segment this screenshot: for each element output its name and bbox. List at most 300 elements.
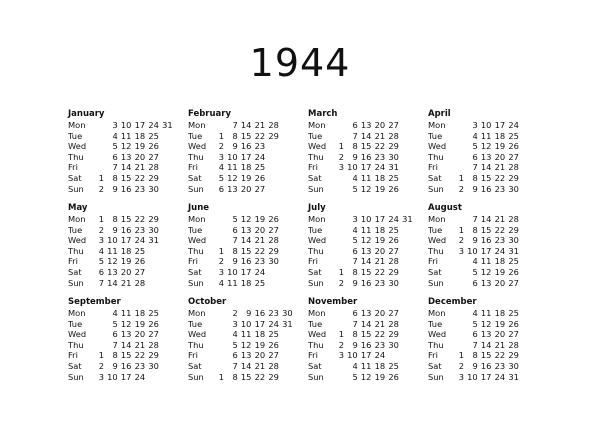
day-number: 21 — [254, 120, 266, 130]
day-number: 26 — [508, 266, 519, 277]
day-number: 26 — [388, 371, 399, 382]
weekday-label: Thu — [308, 151, 324, 162]
day-number: 11 — [360, 224, 372, 235]
day-number: 16 — [240, 141, 252, 152]
day-number: 12 — [480, 318, 492, 329]
day-number: 28 — [388, 130, 399, 141]
day-number: 7 — [232, 235, 238, 246]
day-number: 19 — [240, 172, 252, 183]
day-number: 9 — [472, 235, 478, 246]
day-number: 29 — [148, 350, 159, 361]
day-number: 24 — [388, 214, 399, 224]
day-number: 22 — [134, 172, 146, 183]
day-number: 4 — [232, 329, 238, 340]
day-number: 10 — [467, 245, 478, 256]
weekday-label: Fri — [188, 162, 198, 173]
day-number: 14 — [480, 162, 492, 173]
day-number: 20 — [240, 183, 252, 194]
day-number: 14 — [360, 256, 372, 267]
day-number: 17 — [494, 120, 506, 130]
weekday-label: Fri — [308, 256, 318, 267]
day-number: 22 — [374, 329, 386, 340]
day-number: 18 — [240, 277, 252, 288]
day-number: 24 — [374, 162, 386, 173]
day-number: 10 — [347, 350, 358, 361]
day-number: 3 — [458, 245, 464, 256]
day-number: 14 — [120, 339, 132, 350]
weekday-label: Sun — [428, 183, 444, 194]
day-number: 29 — [508, 224, 519, 235]
day-number: 24 — [254, 266, 266, 277]
weekday-row — [68, 372, 190, 383]
day-number: 2 — [458, 183, 464, 194]
weekday-row — [308, 214, 430, 225]
day-number: 5 — [112, 318, 118, 329]
month-name: September — [68, 297, 121, 307]
day-number: 6 — [98, 266, 104, 277]
day-number: 13 — [227, 183, 238, 194]
weekday-label: Sun — [428, 371, 444, 382]
weekday-row — [188, 372, 310, 383]
day-number: 24 — [494, 245, 506, 256]
weekday-row — [428, 278, 550, 289]
day-number: 1 — [458, 172, 464, 183]
day-number: 2 — [218, 141, 224, 152]
day-number: 1 — [98, 350, 104, 361]
day-number: 19 — [494, 266, 506, 277]
day-number: 28 — [508, 214, 519, 224]
weekday-row — [428, 225, 550, 236]
weekday-row — [68, 361, 190, 372]
day-number: 6 — [352, 308, 358, 318]
day-number: 10 — [107, 371, 118, 382]
day-number: 15 — [120, 350, 132, 361]
day-number: 31 — [508, 371, 519, 382]
weekday-row — [428, 340, 550, 351]
day-number: 31 — [282, 318, 293, 329]
day-number: 15 — [480, 350, 492, 361]
day-number: 7 — [98, 277, 104, 288]
day-number: 26 — [134, 256, 146, 267]
day-number: 9 — [352, 277, 358, 288]
day-number: 1 — [218, 245, 224, 256]
day-number: 13 — [360, 308, 372, 318]
day-number: 5 — [472, 318, 478, 329]
weekday-row — [308, 308, 430, 319]
day-number: 29 — [508, 350, 519, 361]
weekday-label: Wed — [68, 235, 87, 246]
month-january — [68, 109, 190, 194]
weekday-row — [188, 184, 310, 195]
month-name: August — [428, 203, 462, 213]
day-number: 27 — [254, 183, 266, 194]
day-number: 30 — [388, 151, 399, 162]
day-number: 3 — [218, 151, 224, 162]
weekday-row — [68, 131, 190, 142]
weekday-label: Sun — [428, 277, 444, 288]
day-number: 20 — [374, 120, 386, 130]
weekday-row — [308, 246, 430, 257]
day-number: 27 — [388, 308, 399, 318]
day-number: 28 — [388, 318, 399, 329]
day-number: 29 — [148, 172, 159, 183]
day-number: 20 — [494, 277, 506, 288]
day-number: 14 — [240, 120, 252, 130]
weekday-row — [428, 141, 550, 152]
weekday-row — [428, 329, 550, 340]
weekday-row — [308, 184, 430, 195]
day-number: 16 — [360, 277, 372, 288]
day-number: 12 — [227, 172, 238, 183]
weekday-row — [188, 214, 310, 225]
day-number: 9 — [232, 141, 238, 152]
weekday-row — [188, 246, 310, 257]
day-number: 15 — [360, 266, 372, 277]
weekday-label: Thu — [308, 339, 324, 350]
day-number: 5 — [232, 214, 238, 224]
weekday-row — [428, 214, 550, 225]
weekday-label: Mon — [308, 120, 326, 130]
day-number: 2 — [98, 360, 104, 371]
day-number: 10 — [480, 120, 492, 130]
day-number: 5 — [472, 266, 478, 277]
weekday-label: Sat — [308, 360, 322, 371]
day-number: 27 — [508, 277, 519, 288]
day-number: 12 — [120, 318, 132, 329]
day-number: 15 — [120, 214, 132, 224]
day-number: 5 — [98, 256, 104, 267]
day-number: 23 — [494, 183, 506, 194]
weekday-label: Fri — [308, 162, 318, 173]
day-number: 16 — [120, 183, 132, 194]
day-number: 11 — [480, 308, 492, 318]
day-number: 7 — [472, 339, 478, 350]
weekday-row — [68, 162, 190, 173]
day-number: 5 — [352, 235, 358, 246]
weekday-label: Sun — [68, 277, 84, 288]
weekday-label: Thu — [68, 151, 84, 162]
day-number: 19 — [374, 235, 386, 246]
day-number: 25 — [134, 245, 146, 256]
weekday-label: Thu — [188, 245, 204, 256]
day-number: 1 — [98, 214, 104, 224]
day-number: 15 — [120, 172, 132, 183]
day-number: 4 — [472, 256, 478, 267]
day-number: 17 — [254, 318, 266, 329]
weekday-label: Mon — [68, 214, 86, 224]
day-number: 2 — [458, 360, 464, 371]
day-number: 14 — [360, 130, 372, 141]
month-october — [188, 297, 310, 382]
weekday-label: Wed — [428, 235, 447, 246]
day-number: 17 — [240, 151, 252, 162]
weekday-label: Wed — [428, 329, 447, 340]
day-number: 20 — [254, 224, 266, 235]
day-number: 19 — [374, 183, 386, 194]
weekday-row — [428, 120, 550, 131]
day-number: 12 — [480, 266, 492, 277]
month-name: January — [68, 109, 105, 119]
month-name: March — [308, 109, 338, 119]
weekday-row — [428, 319, 550, 330]
day-number: 7 — [352, 256, 358, 267]
day-number: 14 — [240, 235, 252, 246]
day-number: 16 — [360, 339, 372, 350]
day-number: 9 — [352, 151, 358, 162]
day-number: 16 — [120, 360, 132, 371]
day-number: 18 — [120, 245, 132, 256]
day-number: 11 — [360, 360, 372, 371]
day-number: 3 — [232, 318, 238, 329]
day-number: 2 — [338, 339, 344, 350]
weekday-row — [428, 162, 550, 173]
day-number: 28 — [508, 339, 519, 350]
day-number: 9 — [232, 256, 238, 267]
day-number: 23 — [494, 360, 506, 371]
day-number: 28 — [148, 162, 159, 173]
day-number: 19 — [254, 214, 266, 224]
day-number: 1 — [458, 350, 464, 361]
day-number: 26 — [388, 183, 399, 194]
day-number: 26 — [508, 318, 519, 329]
weekday-row — [428, 256, 550, 267]
day-number: 18 — [374, 360, 386, 371]
day-number: 27 — [388, 245, 399, 256]
day-number: 3 — [352, 214, 358, 224]
weekday-label: Sun — [68, 371, 84, 382]
day-number: 25 — [508, 256, 519, 267]
day-number: 24 — [494, 371, 506, 382]
day-number: 6 — [472, 277, 478, 288]
weekday-row — [188, 141, 310, 152]
day-number: 13 — [240, 224, 252, 235]
day-number: 9 — [112, 224, 118, 235]
day-number: 21 — [494, 339, 506, 350]
weekday-label: Sun — [68, 183, 84, 194]
day-number: 31 — [402, 214, 413, 224]
weekday-label: Tue — [68, 130, 83, 141]
day-number: 3 — [218, 266, 224, 277]
month-december — [428, 297, 550, 382]
day-number: 8 — [472, 224, 478, 235]
weekday-label: Mon — [308, 214, 326, 224]
day-number: 12 — [120, 141, 132, 152]
day-number: 3 — [98, 371, 104, 382]
day-number: 18 — [494, 256, 506, 267]
day-number: 25 — [148, 308, 159, 318]
day-number: 27 — [508, 151, 519, 162]
day-number: 23 — [254, 256, 266, 267]
day-number: 4 — [218, 162, 224, 173]
weekday-label: Sun — [308, 277, 324, 288]
month-name: July — [308, 203, 326, 213]
day-number: 16 — [120, 224, 132, 235]
day-number: 12 — [360, 183, 372, 194]
day-number: 10 — [227, 151, 238, 162]
day-number: 22 — [254, 245, 266, 256]
day-number: 8 — [352, 266, 358, 277]
day-number: 8 — [232, 130, 238, 141]
weekday-label: Thu — [428, 339, 444, 350]
day-number: 31 — [162, 120, 173, 130]
weekday-row — [68, 256, 190, 267]
day-number: 17 — [134, 120, 146, 130]
weekday-label: Sat — [68, 172, 82, 183]
weekday-label: Fri — [188, 256, 198, 267]
day-number: 13 — [480, 329, 492, 340]
day-number: 8 — [472, 350, 478, 361]
day-number: 20 — [254, 350, 266, 361]
weekday-label: Mon — [428, 308, 446, 318]
day-number: 6 — [112, 151, 118, 162]
day-number: 16 — [480, 183, 492, 194]
day-number: 17 — [120, 235, 132, 246]
weekday-label: Tue — [428, 130, 443, 141]
day-number: 7 — [232, 120, 238, 130]
weekday-row — [188, 350, 310, 361]
day-number: 4 — [352, 360, 358, 371]
day-number: 19 — [134, 318, 146, 329]
day-number: 19 — [120, 256, 132, 267]
day-number: 4 — [472, 130, 478, 141]
day-number: 2 — [338, 277, 344, 288]
month-june — [188, 203, 310, 288]
day-number: 23 — [494, 235, 506, 246]
weekday-label: Sat — [68, 266, 82, 277]
year-title: 1944 — [249, 41, 351, 85]
day-number: 28 — [134, 277, 146, 288]
day-number: 30 — [148, 360, 159, 371]
weekday-row — [308, 131, 430, 142]
day-number: 5 — [352, 371, 358, 382]
weekday-row — [68, 152, 190, 163]
weekday-label: Tue — [188, 130, 203, 141]
day-number: 15 — [480, 224, 492, 235]
day-number: 16 — [480, 235, 492, 246]
day-number: 7 — [112, 162, 118, 173]
day-number: 28 — [508, 162, 519, 173]
day-number: 26 — [268, 214, 279, 224]
weekday-label: Fri — [308, 350, 318, 361]
day-number: 11 — [120, 308, 132, 318]
weekday-label: Sat — [188, 360, 202, 371]
weekday-label: Thu — [308, 245, 324, 256]
day-number: 24 — [508, 120, 519, 130]
month-name: February — [188, 109, 232, 119]
day-number: 17 — [120, 371, 132, 382]
weekday-label: Fri — [68, 350, 78, 361]
day-number: 9 — [112, 183, 118, 194]
weekday-row — [428, 131, 550, 142]
day-number: 8 — [112, 172, 118, 183]
weekday-label: Wed — [68, 141, 87, 152]
day-number: 14 — [240, 360, 252, 371]
day-number: 23 — [134, 360, 146, 371]
weekday-row — [308, 319, 430, 330]
weekday-row — [68, 184, 190, 195]
day-number: 28 — [388, 256, 399, 267]
day-number: 3 — [472, 120, 478, 130]
weekday-row — [308, 256, 430, 267]
day-number: 14 — [480, 339, 492, 350]
day-number: 19 — [494, 141, 506, 152]
weekday-label: Sat — [308, 172, 322, 183]
weekday-label: Mon — [188, 214, 206, 224]
month-name: December — [428, 297, 477, 307]
day-number: 28 — [268, 120, 279, 130]
weekday-row — [68, 225, 190, 236]
day-number: 9 — [472, 183, 478, 194]
day-number: 20 — [134, 151, 146, 162]
day-number: 8 — [352, 141, 358, 152]
day-number: 31 — [388, 162, 399, 173]
weekday-row — [308, 173, 430, 184]
day-number: 13 — [360, 245, 372, 256]
day-number: 17 — [480, 371, 492, 382]
day-number: 14 — [480, 214, 492, 224]
day-number: 29 — [388, 141, 399, 152]
weekday-label: Sat — [188, 172, 202, 183]
day-number: 2 — [232, 308, 238, 318]
day-number: 11 — [120, 130, 132, 141]
day-number: 30 — [282, 308, 293, 318]
day-number: 14 — [120, 162, 132, 173]
day-number: 14 — [107, 277, 118, 288]
day-number: 16 — [240, 256, 252, 267]
day-number: 25 — [388, 172, 399, 183]
day-number: 26 — [388, 235, 399, 246]
day-number: 18 — [494, 308, 506, 318]
weekday-label: Mon — [428, 214, 446, 224]
weekday-row — [308, 361, 430, 372]
day-number: 20 — [120, 266, 132, 277]
day-number: 23 — [374, 151, 386, 162]
weekday-label: Thu — [428, 245, 444, 256]
weekday-row — [68, 267, 190, 278]
day-number: 11 — [480, 256, 492, 267]
day-number: 21 — [254, 235, 266, 246]
weekday-row — [308, 267, 430, 278]
weekday-label: Sun — [308, 183, 324, 194]
day-number: 3 — [458, 371, 464, 382]
day-number: 18 — [134, 130, 146, 141]
day-number: 10 — [467, 371, 478, 382]
weekday-row — [188, 120, 310, 131]
weekday-row — [308, 329, 430, 340]
weekday-row — [68, 246, 190, 257]
day-number: 30 — [148, 183, 159, 194]
day-number: 18 — [134, 308, 146, 318]
day-number: 2 — [218, 256, 224, 267]
weekday-label: Tue — [188, 318, 203, 329]
day-number: 4 — [472, 308, 478, 318]
day-number: 27 — [268, 350, 279, 361]
weekday-row — [428, 308, 550, 319]
weekday-label: Tue — [68, 318, 83, 329]
day-number: 6 — [218, 183, 224, 194]
day-number: 25 — [254, 162, 266, 173]
weekday-label: Tue — [68, 224, 83, 235]
weekday-row — [188, 308, 310, 319]
day-number: 12 — [240, 339, 252, 350]
weekday-row — [428, 235, 550, 246]
weekday-row — [308, 162, 430, 173]
weekday-row — [68, 319, 190, 330]
day-number: 17 — [480, 245, 492, 256]
weekday-row — [68, 214, 190, 225]
day-number: 28 — [268, 360, 279, 371]
day-number: 3 — [338, 350, 344, 361]
